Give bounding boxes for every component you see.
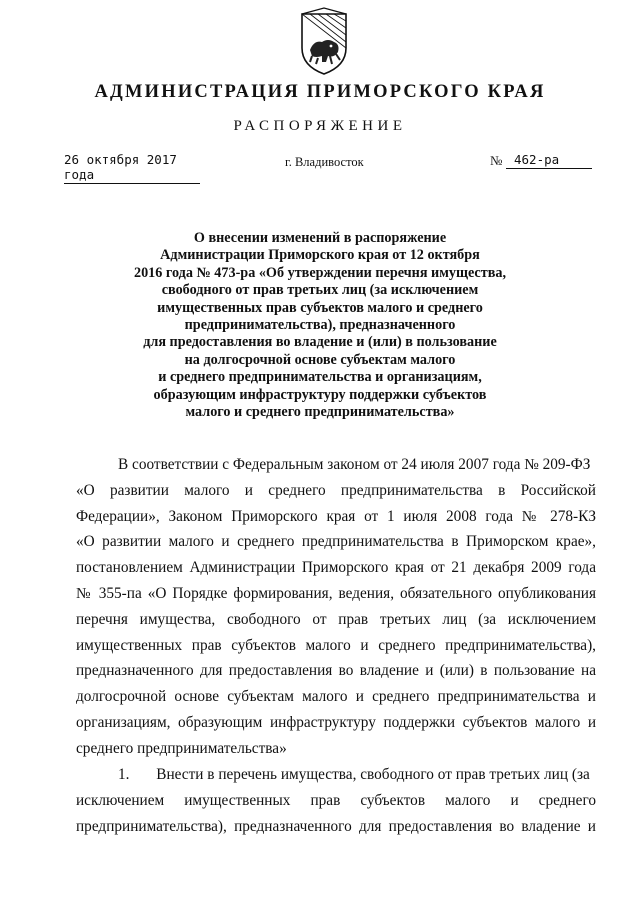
- title-line: Администрации Приморского края от 12 октября: [160, 247, 480, 264]
- title-line: свободного от прав третьих лиц (за исключением: [161, 282, 479, 299]
- title-line: О внесении изменений в распоряжение: [193, 230, 447, 246]
- body-line: постановлением Администрации Приморского края от 21 декабря 2009 года: [76, 559, 596, 577]
- document-date: 26 октября 2017 года: [64, 152, 200, 184]
- title-line: на долгосрочной основе субъектам малого: [184, 351, 456, 368]
- organization-name: АДМИНИСТРАЦИЯ ПРИМОРСКОГО КРАЯ: [94, 82, 546, 102]
- title-line: и среднего предпринимательства и организациям,: [158, 369, 482, 386]
- body-line: организациям, образующим инфраструктуру поддержки субъектов малого и: [76, 713, 596, 731]
- document-type: РАСПОРЯЖЕНИЕ: [233, 118, 407, 134]
- body-line: «О развитии малого и среднего предпринимательства в Приморском крае»,: [76, 533, 596, 551]
- title-line: малого и среднего предпринимательства»: [185, 404, 455, 421]
- title-line: 2016 года № 473-ра «Об утверждении перечня имущества,: [133, 264, 507, 281]
- body-line: Федерации», Законом Приморского края от 1 июля 2008 года № 278-КЗ: [76, 507, 596, 525]
- title-line: образующим инфраструктуру поддержки субъектов: [153, 386, 487, 403]
- body-line: среднего предпринимательства»: [76, 739, 287, 757]
- body-line: исключением имущественных прав субъектов малого и среднего: [76, 791, 596, 809]
- coat-of-arms-icon: [298, 4, 350, 76]
- preamble-paragraph: [76, 452, 596, 762]
- document-number: 462-ра: [506, 152, 592, 169]
- body-line: предназначенного для предоставления во владение и (или) в пользование на: [76, 662, 596, 680]
- document-title: [0, 230, 640, 421]
- body-line: перечня имущества, свободного от прав третьих лиц (за исключением: [76, 610, 596, 628]
- title-line: для предоставления во владение и (или) в пользование: [143, 334, 497, 351]
- body-line: долгосрочной основе субъектам малого и среднего предпринимательства и: [76, 688, 596, 706]
- body-line: 1. Внести в перечень имущества, свободного от прав третьих лиц (за: [118, 766, 590, 783]
- document-number-label: №: [490, 153, 503, 168]
- document-city: г. Владивосток: [285, 155, 364, 169]
- body-line: «О развитии малого и среднего предпринимательства в Российской: [76, 481, 596, 499]
- body-line: В соответствии с Федеральным законом от 24 июля 2007 года № 209-ФЗ: [118, 456, 591, 473]
- title-line: имущественных прав субъектов малого и среднего: [157, 299, 483, 316]
- title-line: предпринимательства), предназначенного: [184, 317, 456, 334]
- body-line: имущественных прав субъектов малого и среднего предпринимательства),: [76, 636, 596, 654]
- body-line: № 355-па «О Порядке формирования, ведения, обязательного опубликования: [76, 584, 596, 602]
- body-line: предпринимательства), предназначенного для предоставления во владение и: [76, 817, 596, 835]
- clause-1-paragraph: [76, 762, 596, 839]
